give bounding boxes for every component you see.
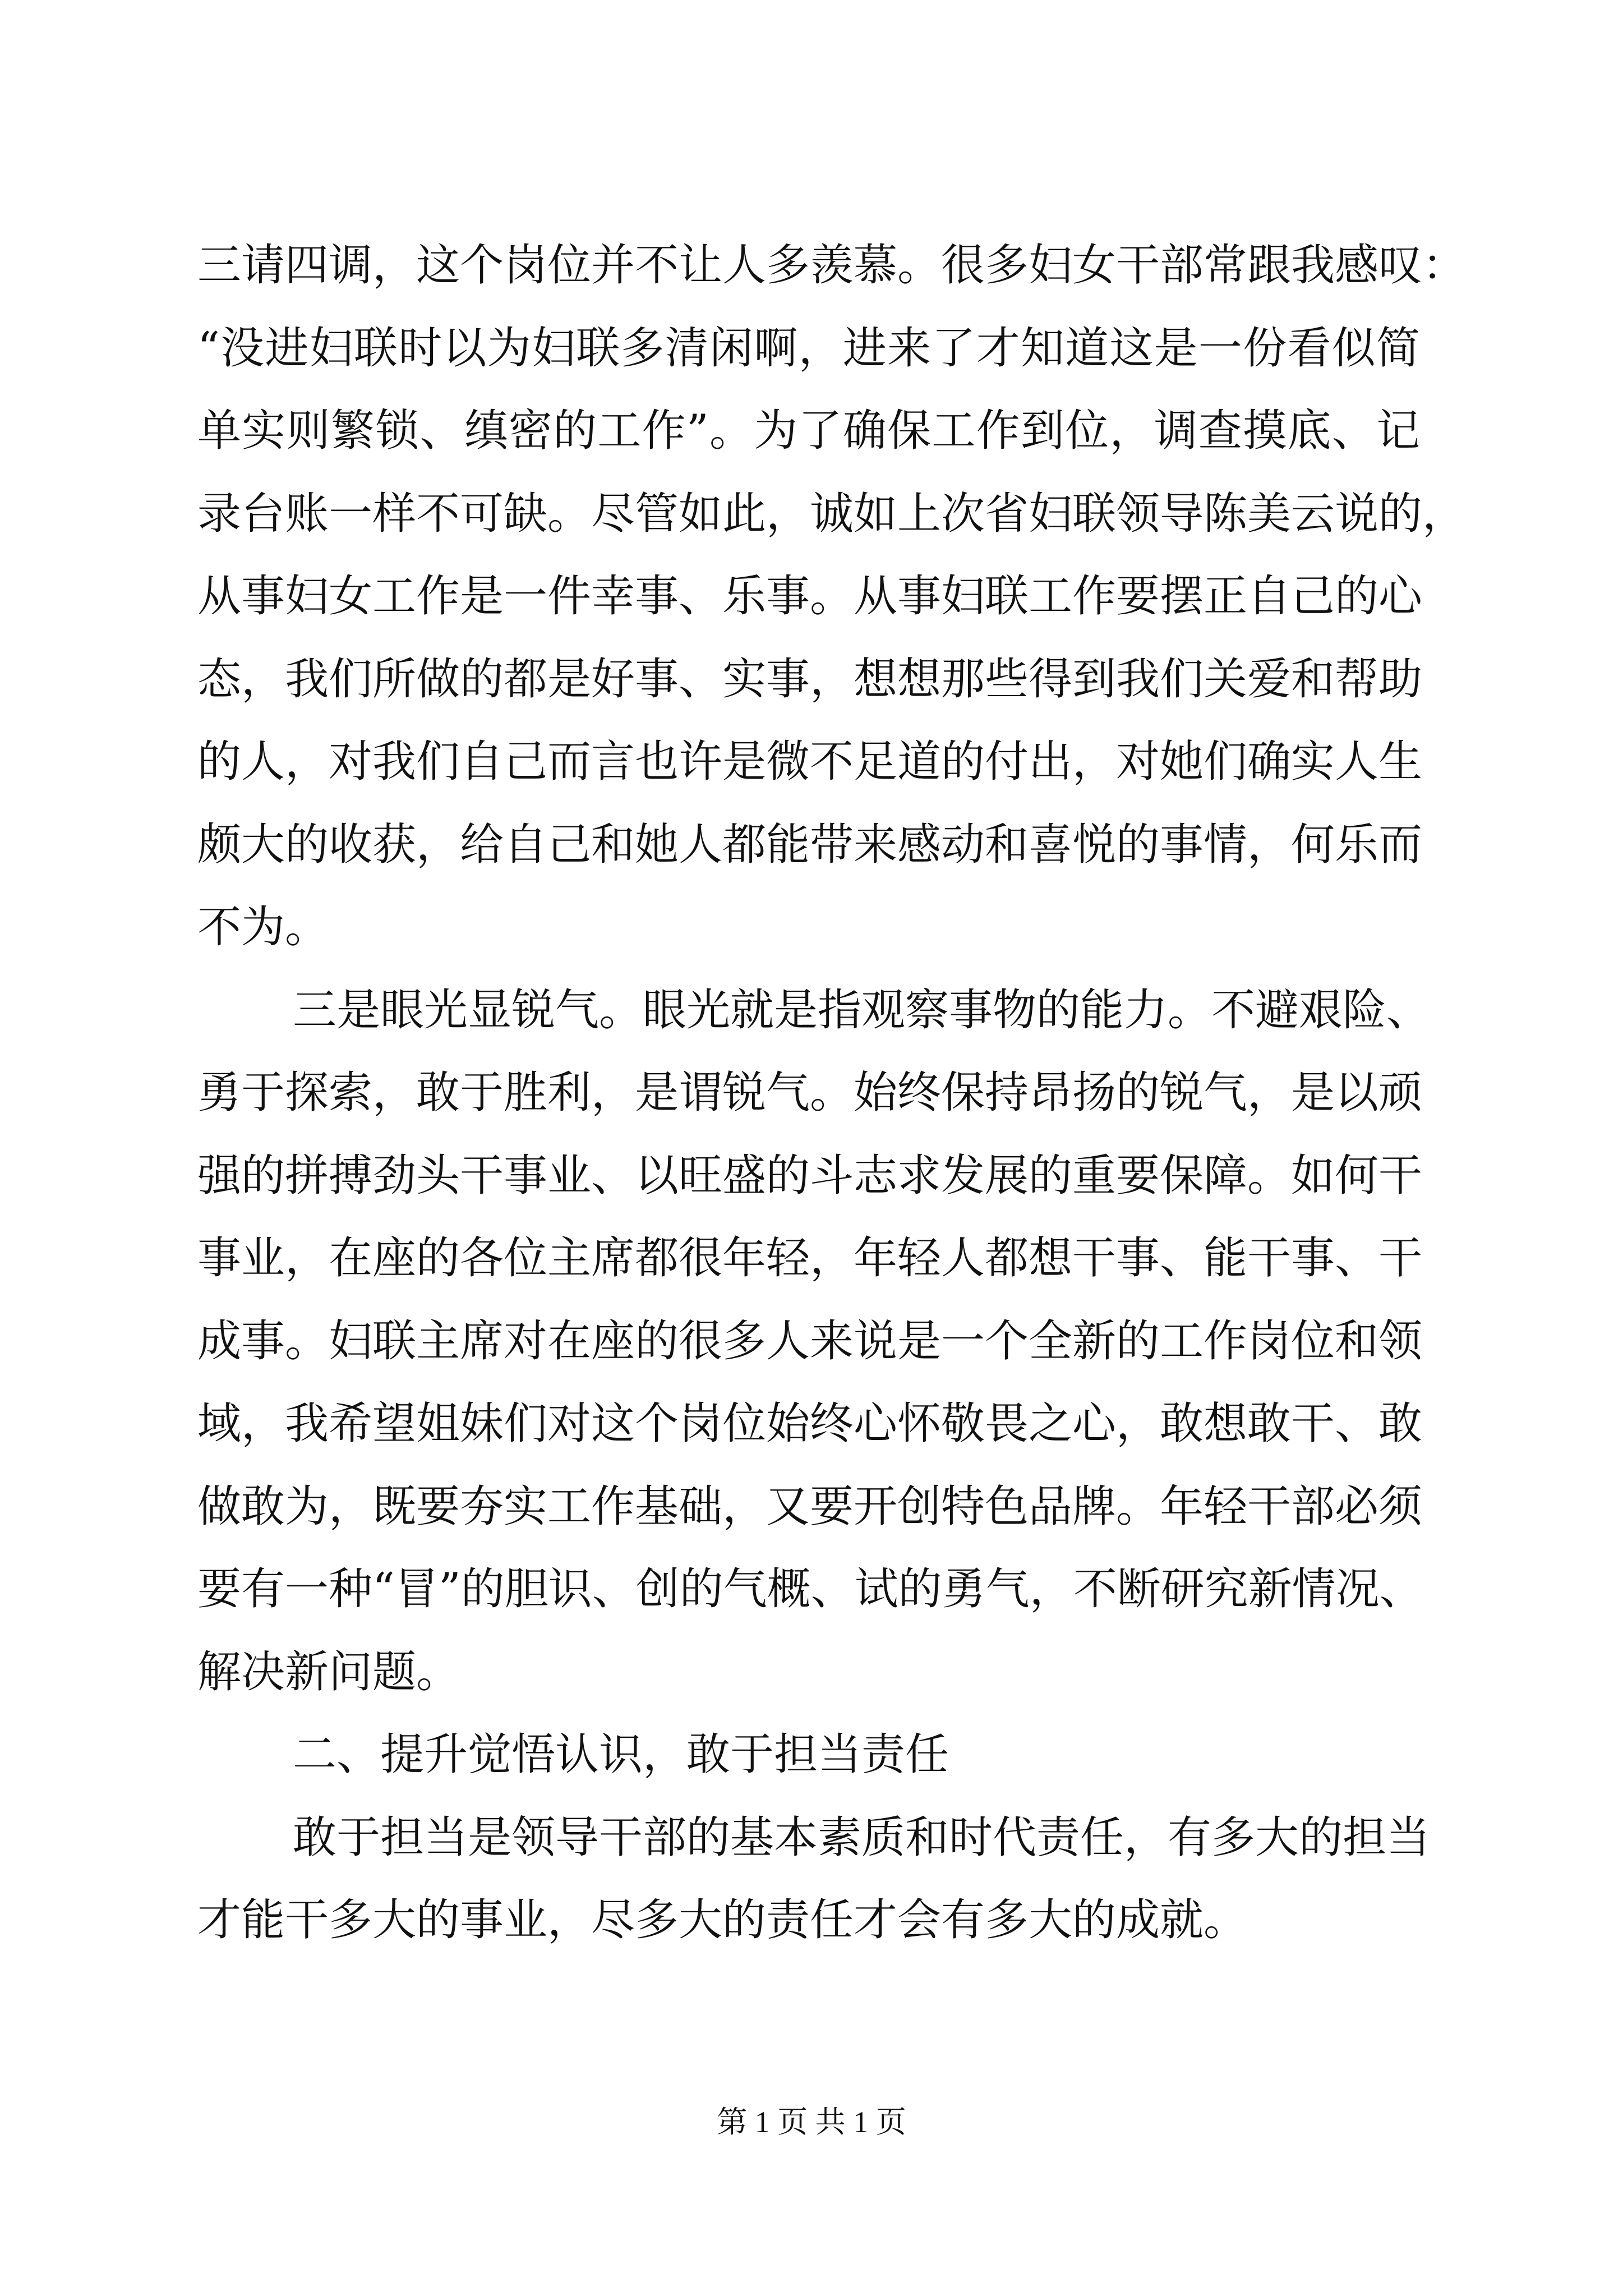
text-line: 勇于探索，敢于胜利，是谓锐气。始终保持昂扬的锐气，是以顽: [197, 1068, 1423, 1118]
text-line: 要有一种“冒”的胆识、创的气概、试的勇气，不断研究新情况、: [197, 1564, 1423, 1614]
text-line: 从事妇女工作是一件幸事、乐事。从事妇联工作要摆正自己的心: [197, 571, 1423, 622]
text-line: 的人，对我们自己而言也许是微不足道的付出，对她们确实人生: [197, 737, 1423, 787]
text-line: 三请四调，这个岗位并不让人多羡慕。很多妇女干部常跟我感叹：: [197, 240, 1467, 291]
text-line: 做敢为，既要夯实工作基础，又要开创特色品牌。年轻干部必须: [197, 1481, 1423, 1532]
text-line: 成事。妇联主席对在座的很多人来说是一个全新的工作岗位和领: [197, 1315, 1423, 1366]
text-line: 解决新问题。: [197, 1646, 460, 1697]
text-line: 单实则繁锁、缜密的工作”。为了确保工作到位，调查摸底、记: [197, 406, 1420, 456]
text-line: 态，我们所做的都是好事、实事，想想那些得到我们关爱和帮助: [197, 654, 1423, 705]
text-line: 敢于担当是领导干部的基本素质和时代责任，有多大的担当: [293, 1812, 1431, 1863]
page-number-footer: 第 1 页 共 1 页: [717, 2105, 906, 2139]
document-body: [197, 224, 1467, 1962]
section-heading: 二、提升觉悟认识，敢于担当责任: [293, 1729, 949, 1780]
text-line: 不为。: [197, 902, 329, 953]
text-line: 事业，在座的各位主席都很年轻，年轻人都想干事、能干事、干: [197, 1233, 1423, 1283]
text-line: 颇大的收获，给自己和她人都能带来感动和喜悦的事情，何乐而: [197, 819, 1423, 870]
text-line: 三是眼光显锐气。眼光就是指观察事物的能力。不避艰险、: [293, 984, 1431, 1036]
text-line: 才能干多大的事业，尽多大的责任才会有多大的成就。: [197, 1895, 1248, 1945]
text-line: 域，我希望姐妹们对这个岗位始终心怀敬畏之心，敢想敢干、敢: [197, 1398, 1423, 1449]
text-line: 强的拼搏劲头干事业、以旺盛的斗志求发展的重要保障。如何干: [197, 1150, 1423, 1201]
text-line: “没进妇联时以为妇联多清闲啊，进来了才知道这是一份看似简: [197, 323, 1420, 374]
text-line: 录台账一样不可缺。尽管如此，诚如上次省妇联领导陈美云说的，: [197, 488, 1467, 539]
